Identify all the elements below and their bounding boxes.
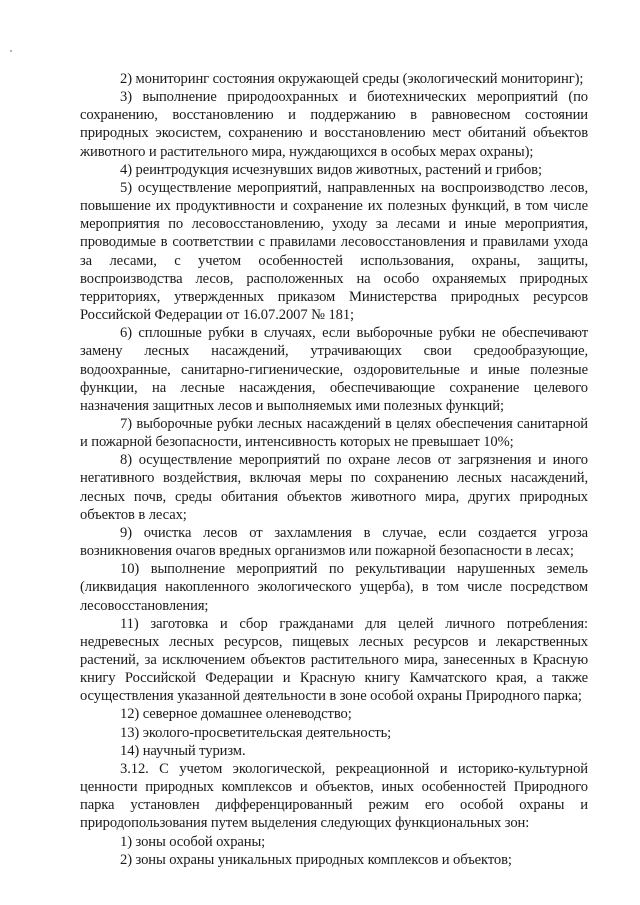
paragraph: 1) зоны особой охраны;	[120, 833, 266, 850]
document-body	[80, 70, 588, 869]
paragraph: 13) эколого-просветительская деятельность;	[120, 724, 392, 741]
paragraph: 6) сплошные рубки в случаях, если выборочные рубки не обеспечивают замену лесных насаждений, утрачивающих свои средообразующие, водоохранные, санитарно-гигиенические, оздоровительные и иные полезные функции, на лесные насаждения, обеспечивающие сохранение целевого назначения защитных лесов и выполняемых ими полезных функций;	[80, 325, 588, 414]
paragraph: 9) очистка лесов от захламления в случае, если создается угроза возникновения очагов вредных организмов или пожарной безопасности в лесах;	[80, 524, 588, 560]
paragraph: 2) мониторинг состояния окружающей среды (экологический мониторинг);	[120, 71, 584, 87]
scan-speck	[10, 50, 12, 52]
paragraph: 14) научный туризм.	[120, 742, 246, 759]
paragraph: 3.12. С учетом экологической, рекреационной и историко-культурной ценности природных комплексов и объектов, иных особенностей Природного парка установлен дифференцированный режим его особой охраны и природопользования путем выделения следующих функциональных зон:	[80, 760, 588, 832]
paragraph: 3) выполнение природоохранных и биотехнических мероприятий (по сохранению, восстановлению и поддержанию в равновесном состоянии природных экосистем, сохранению и восстановлению мест обитаний объектов животного и растительного мира, нуждающихся в особых мерах охраны);	[80, 89, 588, 160]
paragraph: 5) осуществление мероприятий, направленных на воспроизводство лесов, повышение их продуктивности и сохранение их полезных функций, в том числе мероприятия по лесовосстановлению, уходу за лесами и иные мероприятия, проводимые в соответствии с правилами лесовосстановления и правилами ухода за лесами, с учетом особенностей использования, охраны, защиты, воспроизводства лесов, расположенных на особо охраняемых природных территориях, утвержденных приказом Министерства природных ресурсов Российской Федерации от 16.07.2007 № 181;	[80, 179, 588, 324]
paragraph: 4) реинтродукция исчезнувших видов животных, растений и грибов;	[120, 161, 542, 178]
paragraph: 10) выполнение мероприятий по рекультивации нарушенных земель (ликвидация накопленного экологического ущерба), в том числе посредством лесовосстановления;	[80, 561, 588, 614]
paragraph: 12) северное домашнее оленеводство;	[120, 706, 352, 723]
paragraph: 8) осуществление мероприятий по охране лесов от загрязнения и иного негативного воздействия, включая меры по сохранению лесных насаждений, лесных почв, среды обитания объектов животного мира, других природных объектов в лесах;	[80, 452, 588, 523]
paragraph: 11) заготовка и сбор гражданами для целей личного потребления: недревесных лесных ресурсов, пищевых лесных ресурсов и лекарственных растений, за исключением объектов растительного мира, занесенных в Красную книгу Российской Федерации и Красную книгу Камчатского края, а также осуществления указанной деятельности в зоне особой охраны Природного парка;	[80, 615, 588, 705]
paragraph: 2) зоны охраны уникальных природных комплексов и объектов;	[120, 851, 512, 868]
paragraph: 7) выборочные рубки лесных насаждений в целях обеспечения санитарной и пожарной безопасности, интенсивность которых не превышает 10%;	[80, 415, 588, 451]
